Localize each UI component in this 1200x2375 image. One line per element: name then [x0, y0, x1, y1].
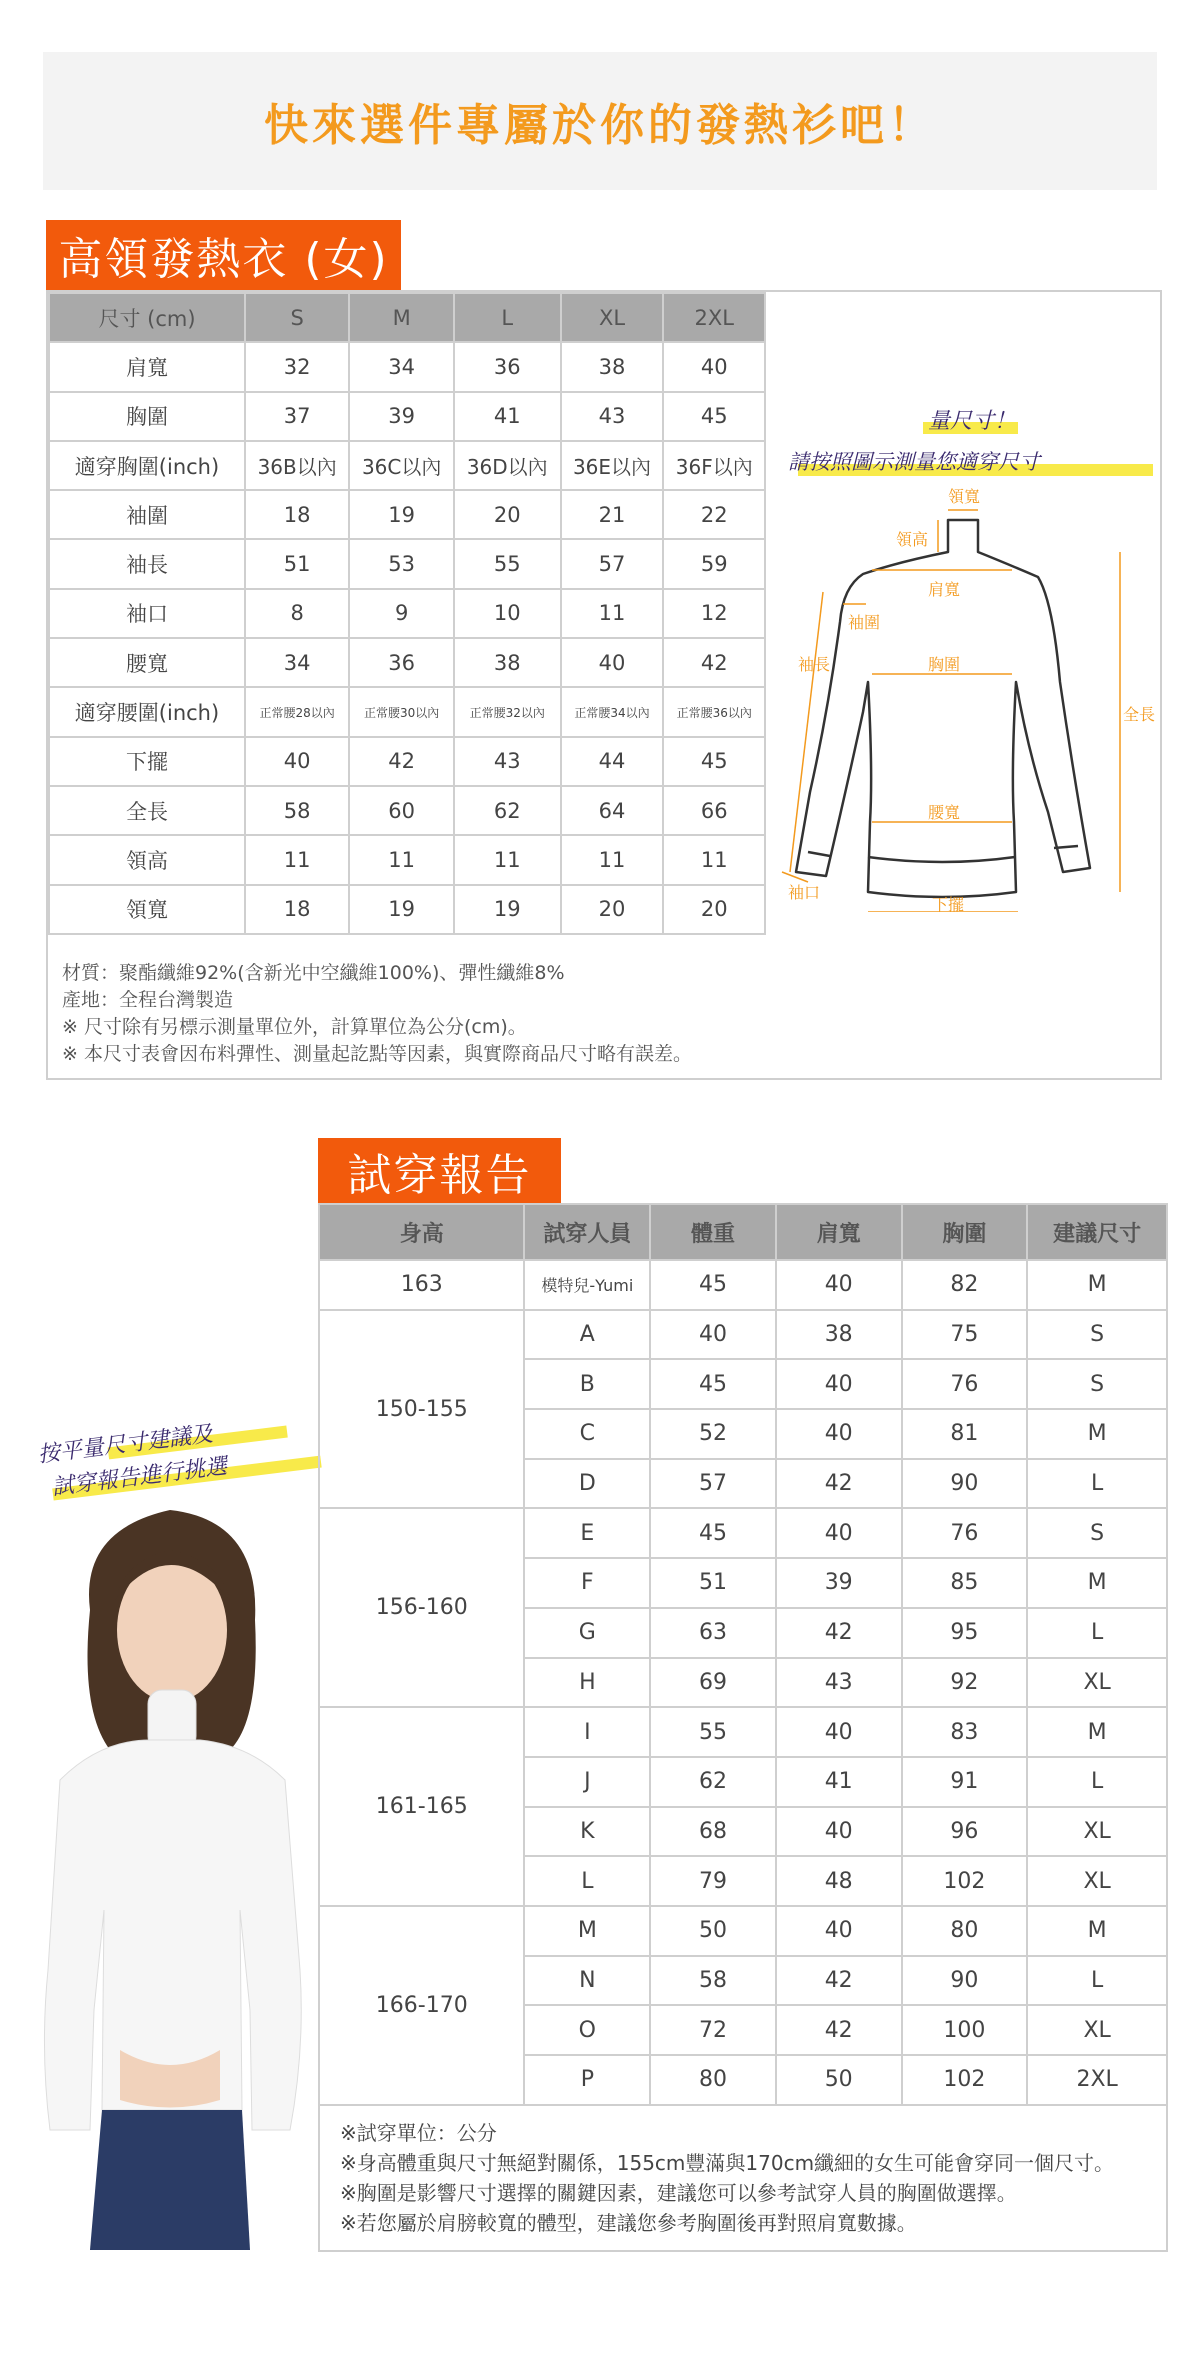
trial-cell-weight: 62 — [650, 1757, 776, 1807]
trial-cell-shoulder: 40 — [776, 1707, 902, 1757]
size-cell: 11 — [561, 589, 664, 638]
trial-cell-weight: 50 — [650, 1906, 776, 1956]
size-cell: 34 — [349, 342, 454, 391]
size-row — [49, 737, 765, 786]
trial-cell-weight: 63 — [650, 1608, 776, 1658]
trial-cell-size: XL — [1027, 1658, 1167, 1708]
size-cell: 59 — [663, 539, 765, 588]
trial-cell-weight: 72 — [650, 2005, 776, 2055]
size-cell: 36 — [454, 342, 561, 391]
trial-cell-chest: 92 — [902, 1658, 1028, 1708]
label-hem: 下擺 — [932, 895, 965, 914]
size-row — [49, 638, 765, 687]
trial-cell-chest: 80 — [902, 1906, 1028, 1956]
size-cell: 36 — [349, 638, 454, 687]
size-cell: 42 — [349, 737, 454, 786]
trial-cell-shoulder: 42 — [776, 2005, 902, 2055]
size-row — [49, 342, 765, 391]
size-row — [49, 539, 765, 588]
table-row — [319, 1508, 1167, 1558]
trial-cell-size: M — [1027, 1260, 1167, 1310]
size-header-2xl: 2XL — [663, 293, 765, 342]
size-cell: 正常腰32以內 — [454, 687, 561, 736]
trial-cell-weight: 69 — [650, 1658, 776, 1708]
trial-cell-weight: 45 — [650, 1260, 776, 1310]
trial-cell-size: S — [1027, 1359, 1167, 1409]
size-cell: 20 — [561, 885, 664, 934]
note-line: ※試穿單位：公分 — [340, 2121, 497, 2145]
label-waist: 腰寬 — [928, 803, 961, 822]
size-cell: 正常腰34以內 — [561, 687, 664, 736]
size-cell: 36D以內 — [454, 441, 561, 490]
note-line: ※若您屬於肩膀較寬的體型，建議您參考胸圍後再對照肩寬數據。 — [340, 2211, 917, 2235]
banner-text: 快來選件專屬於你的發熱衫吧！ — [264, 100, 936, 151]
trial-cell-weight: 79 — [650, 1856, 776, 1906]
trial-cell-chest: 76 — [902, 1359, 1028, 1409]
size-row-label: 領寬 — [49, 885, 245, 934]
trial-cell-shoulder: 39 — [776, 1558, 902, 1608]
size-row — [49, 490, 765, 539]
size-row-label: 適穿胸圍(inch) — [49, 441, 245, 490]
trial-cell-person: F — [524, 1558, 650, 1608]
trial-cell-weight: 57 — [650, 1459, 776, 1509]
table-row — [319, 1707, 1167, 1757]
model-photo — [20, 1490, 320, 2250]
size-section-title: 高領發熱衣 (女) — [46, 220, 401, 290]
trial-cell-chest: 100 — [902, 2005, 1028, 2055]
size-row-label: 全長 — [49, 786, 245, 835]
size-cell: 11 — [454, 835, 561, 884]
size-cell: 20 — [663, 885, 765, 934]
size-cell: 64 — [561, 786, 664, 835]
trial-cell-shoulder: 40 — [776, 1409, 902, 1459]
trial-cell-size: XL — [1027, 1807, 1167, 1857]
trial-cell-person: D — [524, 1459, 650, 1509]
trial-cell-weight: 45 — [650, 1359, 776, 1409]
trial-cell-chest: 83 — [902, 1707, 1028, 1757]
size-row-label: 袖口 — [49, 589, 245, 638]
trial-cell-chest: 95 — [902, 1608, 1028, 1658]
size-header-xl: XL — [561, 293, 664, 342]
trial-table-header — [319, 1204, 1167, 1260]
size-cell: 22 — [663, 490, 765, 539]
size-cell: 32 — [245, 342, 349, 391]
trial-cell-chest: 90 — [902, 1956, 1028, 2006]
height-group-cell: 166-170 — [319, 1906, 524, 2105]
trial-cell-shoulder: 42 — [776, 1608, 902, 1658]
trial-cell-shoulder: 41 — [776, 1757, 902, 1807]
size-header-label: 尺寸 (cm) — [49, 293, 245, 342]
size-cell: 正常腰36以內 — [663, 687, 765, 736]
table-row — [319, 1260, 1167, 1310]
trial-cell-shoulder: 43 — [776, 1658, 902, 1708]
trial-cell-person: H — [524, 1658, 650, 1708]
size-cell: 45 — [663, 737, 765, 786]
trial-cell-person: E — [524, 1508, 650, 1558]
trial-cell-size: S — [1027, 1310, 1167, 1360]
trial-cell-chest: 75 — [902, 1310, 1028, 1360]
size-cell: 36E以內 — [561, 441, 664, 490]
size-cell: 11 — [245, 835, 349, 884]
trial-hand-note-1: 按平量尺寸建議及 — [36, 1421, 215, 1468]
trial-cell-shoulder: 50 — [776, 2055, 902, 2105]
size-cell: 43 — [561, 392, 664, 441]
trial-cell-shoulder: 40 — [776, 1807, 902, 1857]
trial-cell-person: 模特兒-Yumi — [524, 1260, 650, 1310]
height-group-cell: 161-165 — [319, 1707, 524, 1906]
size-cell: 43 — [454, 737, 561, 786]
size-cell: 34 — [245, 638, 349, 687]
trial-cell-person: B — [524, 1359, 650, 1409]
trial-cell-shoulder: 38 — [776, 1310, 902, 1360]
size-cell: 11 — [663, 835, 765, 884]
size-row — [49, 589, 765, 638]
note-line: ※ 尺寸除有另標示測量單位外，計算單位為公分(cm)。 — [62, 1016, 527, 1038]
trial-cell-size: M — [1027, 1409, 1167, 1459]
label-sleeve-length: 袖長 — [798, 655, 831, 674]
size-cell: 19 — [349, 885, 454, 934]
size-cell: 正常腰30以內 — [349, 687, 454, 736]
trial-cell-chest: 82 — [902, 1260, 1028, 1310]
diagram-hand-note-1: 量尺寸！ — [928, 409, 1017, 434]
trial-cell-size: XL — [1027, 2005, 1167, 2055]
size-cell: 19 — [349, 490, 454, 539]
trial-cell-size: XL — [1027, 1856, 1167, 1906]
trial-section-title: 試穿報告 — [318, 1138, 561, 1204]
trial-cell-chest: 102 — [902, 1856, 1028, 1906]
trial-cell-size: S — [1027, 1508, 1167, 1558]
trial-cell-size: M — [1027, 1707, 1167, 1757]
size-cell: 20 — [454, 490, 561, 539]
size-cell: 62 — [454, 786, 561, 835]
trial-cell-weight: 51 — [650, 1558, 776, 1608]
size-row — [49, 885, 765, 934]
trial-cell-shoulder: 42 — [776, 1459, 902, 1509]
trial-cell-person: K — [524, 1807, 650, 1857]
size-row — [49, 441, 765, 490]
size-cell: 41 — [454, 392, 561, 441]
trial-cell-person: P — [524, 2055, 650, 2105]
trial-cell-weight: 52 — [650, 1409, 776, 1459]
shirt-outline-icon — [768, 352, 1158, 912]
trial-cell-person: J — [524, 1757, 650, 1807]
size-cell: 19 — [454, 885, 561, 934]
trial-cell-chest: 90 — [902, 1459, 1028, 1509]
size-row — [49, 392, 765, 441]
size-table — [48, 292, 766, 935]
size-row-label: 領高 — [49, 835, 245, 884]
trial-cell-person: O — [524, 2005, 650, 2055]
trial-cell-person: M — [524, 1906, 650, 1956]
trial-cell-chest: 96 — [902, 1807, 1028, 1857]
trial-cell-person: L — [524, 1856, 650, 1906]
trial-cell-size: M — [1027, 1906, 1167, 1956]
trial-cell-weight: 58 — [650, 1956, 776, 2006]
trial-cell-shoulder: 48 — [776, 1856, 902, 1906]
label-cuff: 袖口 — [788, 883, 821, 902]
trial-table — [318, 1203, 1168, 2106]
size-cell: 18 — [245, 490, 349, 539]
trial-cell-size: L — [1027, 1757, 1167, 1807]
size-cell: 38 — [454, 638, 561, 687]
size-cell: 42 — [663, 638, 765, 687]
trial-hand-note-2: 試穿報告進行挑選 — [50, 1454, 229, 1501]
label-full-length: 全長 — [1123, 705, 1156, 724]
size-cell: 正常腰28以內 — [245, 687, 349, 736]
size-table-header — [49, 293, 765, 342]
size-cell: 66 — [663, 786, 765, 835]
table-row — [319, 1906, 1167, 1956]
trial-cell-chest: 85 — [902, 1558, 1028, 1608]
measurement-diagram — [768, 352, 1158, 912]
size-cell: 21 — [561, 490, 664, 539]
trial-cell-weight: 45 — [650, 1508, 776, 1558]
trial-header-height: 身高 — [319, 1204, 524, 1260]
trial-cell-shoulder: 40 — [776, 1260, 902, 1310]
trial-header-person: 試穿人員 — [524, 1204, 650, 1260]
height-group-cell: 156-160 — [319, 1508, 524, 1707]
trial-cell-shoulder: 40 — [776, 1359, 902, 1409]
trial-cell-weight: 68 — [650, 1807, 776, 1857]
size-chart-box — [46, 290, 1162, 1080]
note-line: 材質：聚酯纖維92%(含新光中空纖維100%)、彈性纖維8% — [62, 962, 565, 984]
label-sleeve-circ: 袖圍 — [848, 613, 881, 632]
trial-cell-size: 2XL — [1027, 2055, 1167, 2105]
size-header-l: L — [454, 293, 561, 342]
trial-cell-shoulder: 40 — [776, 1906, 902, 1956]
size-row-label: 袖圍 — [49, 490, 245, 539]
trial-header-size: 建議尺寸 — [1027, 1204, 1167, 1260]
size-cell: 45 — [663, 392, 765, 441]
label-chest: 胸圍 — [928, 655, 961, 674]
size-cell: 36F以內 — [663, 441, 765, 490]
size-cell: 36C以內 — [349, 441, 454, 490]
size-cell: 36B以內 — [245, 441, 349, 490]
size-cell: 11 — [349, 835, 454, 884]
size-row-label: 腰寬 — [49, 638, 245, 687]
size-cell: 55 — [454, 539, 561, 588]
size-row — [49, 687, 765, 736]
trial-cell-person: A — [524, 1310, 650, 1360]
size-cell: 40 — [245, 737, 349, 786]
trial-cell-weight: 55 — [650, 1707, 776, 1757]
size-header-s: S — [245, 293, 349, 342]
size-cell: 12 — [663, 589, 765, 638]
size-notes — [62, 960, 692, 1068]
table-row — [319, 1310, 1167, 1360]
size-cell: 10 — [454, 589, 561, 638]
size-row — [49, 786, 765, 835]
trial-cell-chest: 102 — [902, 2055, 1028, 2105]
size-cell: 57 — [561, 539, 664, 588]
label-collar-height: 領高 — [896, 530, 929, 549]
trial-table-box — [318, 1203, 1168, 2106]
label-shoulder: 肩寬 — [928, 580, 961, 599]
size-row-label: 肩寬 — [49, 342, 245, 391]
note-line: 產地：全程台灣製造 — [62, 989, 234, 1011]
trial-cell-chest: 81 — [902, 1409, 1028, 1459]
size-cell: 38 — [561, 342, 664, 391]
size-cell: 60 — [349, 786, 454, 835]
size-row — [49, 835, 765, 884]
note-line: ※身高體重與尺寸無絕對關係，155cm豐滿與170cm纖細的女生可能會穿同一個尺寸。 — [340, 2151, 1115, 2175]
size-header-m: M — [349, 293, 454, 342]
height-group-cell: 163 — [319, 1260, 524, 1310]
size-cell: 58 — [245, 786, 349, 835]
trial-header-weight: 體重 — [650, 1204, 776, 1260]
size-cell: 11 — [561, 835, 664, 884]
trial-cell-chest: 91 — [902, 1757, 1028, 1807]
size-cell: 37 — [245, 392, 349, 441]
trial-cell-size: L — [1027, 1459, 1167, 1509]
size-cell: 40 — [663, 342, 765, 391]
trial-cell-person: I — [524, 1707, 650, 1757]
size-cell: 39 — [349, 392, 454, 441]
size-row-label: 袖長 — [49, 539, 245, 588]
trial-cell-person: G — [524, 1608, 650, 1658]
height-group-cell: 150-155 — [319, 1310, 524, 1509]
diagram-hand-note-2: 請按照圖示測量您適穿尺寸 — [788, 450, 1040, 474]
trial-cell-person: C — [524, 1409, 650, 1459]
label-collar-width: 領寬 — [948, 487, 981, 506]
trial-header-chest: 胸圍 — [902, 1204, 1028, 1260]
size-row-label: 適穿腰圍(inch) — [49, 687, 245, 736]
size-cell: 18 — [245, 885, 349, 934]
size-row-label: 下擺 — [49, 737, 245, 786]
size-cell: 8 — [245, 589, 349, 638]
trial-cell-size: L — [1027, 1608, 1167, 1658]
trial-cell-person: N — [524, 1956, 650, 2006]
note-line: ※ 本尺寸表會因布料彈性、測量起訖點等因素，與實際商品尺寸略有誤差。 — [62, 1043, 692, 1065]
size-cell: 44 — [561, 737, 664, 786]
trial-cell-size: L — [1027, 1956, 1167, 2006]
trial-cell-shoulder: 40 — [776, 1508, 902, 1558]
size-cell: 40 — [561, 638, 664, 687]
trial-cell-weight: 80 — [650, 2055, 776, 2105]
trial-header-shoulder: 肩寬 — [776, 1204, 902, 1260]
trial-notes — [318, 2100, 1168, 2252]
size-cell: 51 — [245, 539, 349, 588]
trial-cell-size: M — [1027, 1558, 1167, 1608]
size-cell: 9 — [349, 589, 454, 638]
size-cell: 53 — [349, 539, 454, 588]
size-row-label: 胸圍 — [49, 392, 245, 441]
trial-cell-weight: 40 — [650, 1310, 776, 1360]
trial-cell-shoulder: 42 — [776, 1956, 902, 2006]
banner — [43, 52, 1157, 190]
note-line: ※胸圍是影響尺寸選擇的關鍵因素，建議您可以參考試穿人員的胸圍做選擇。 — [340, 2181, 1017, 2205]
trial-cell-chest: 76 — [902, 1508, 1028, 1558]
